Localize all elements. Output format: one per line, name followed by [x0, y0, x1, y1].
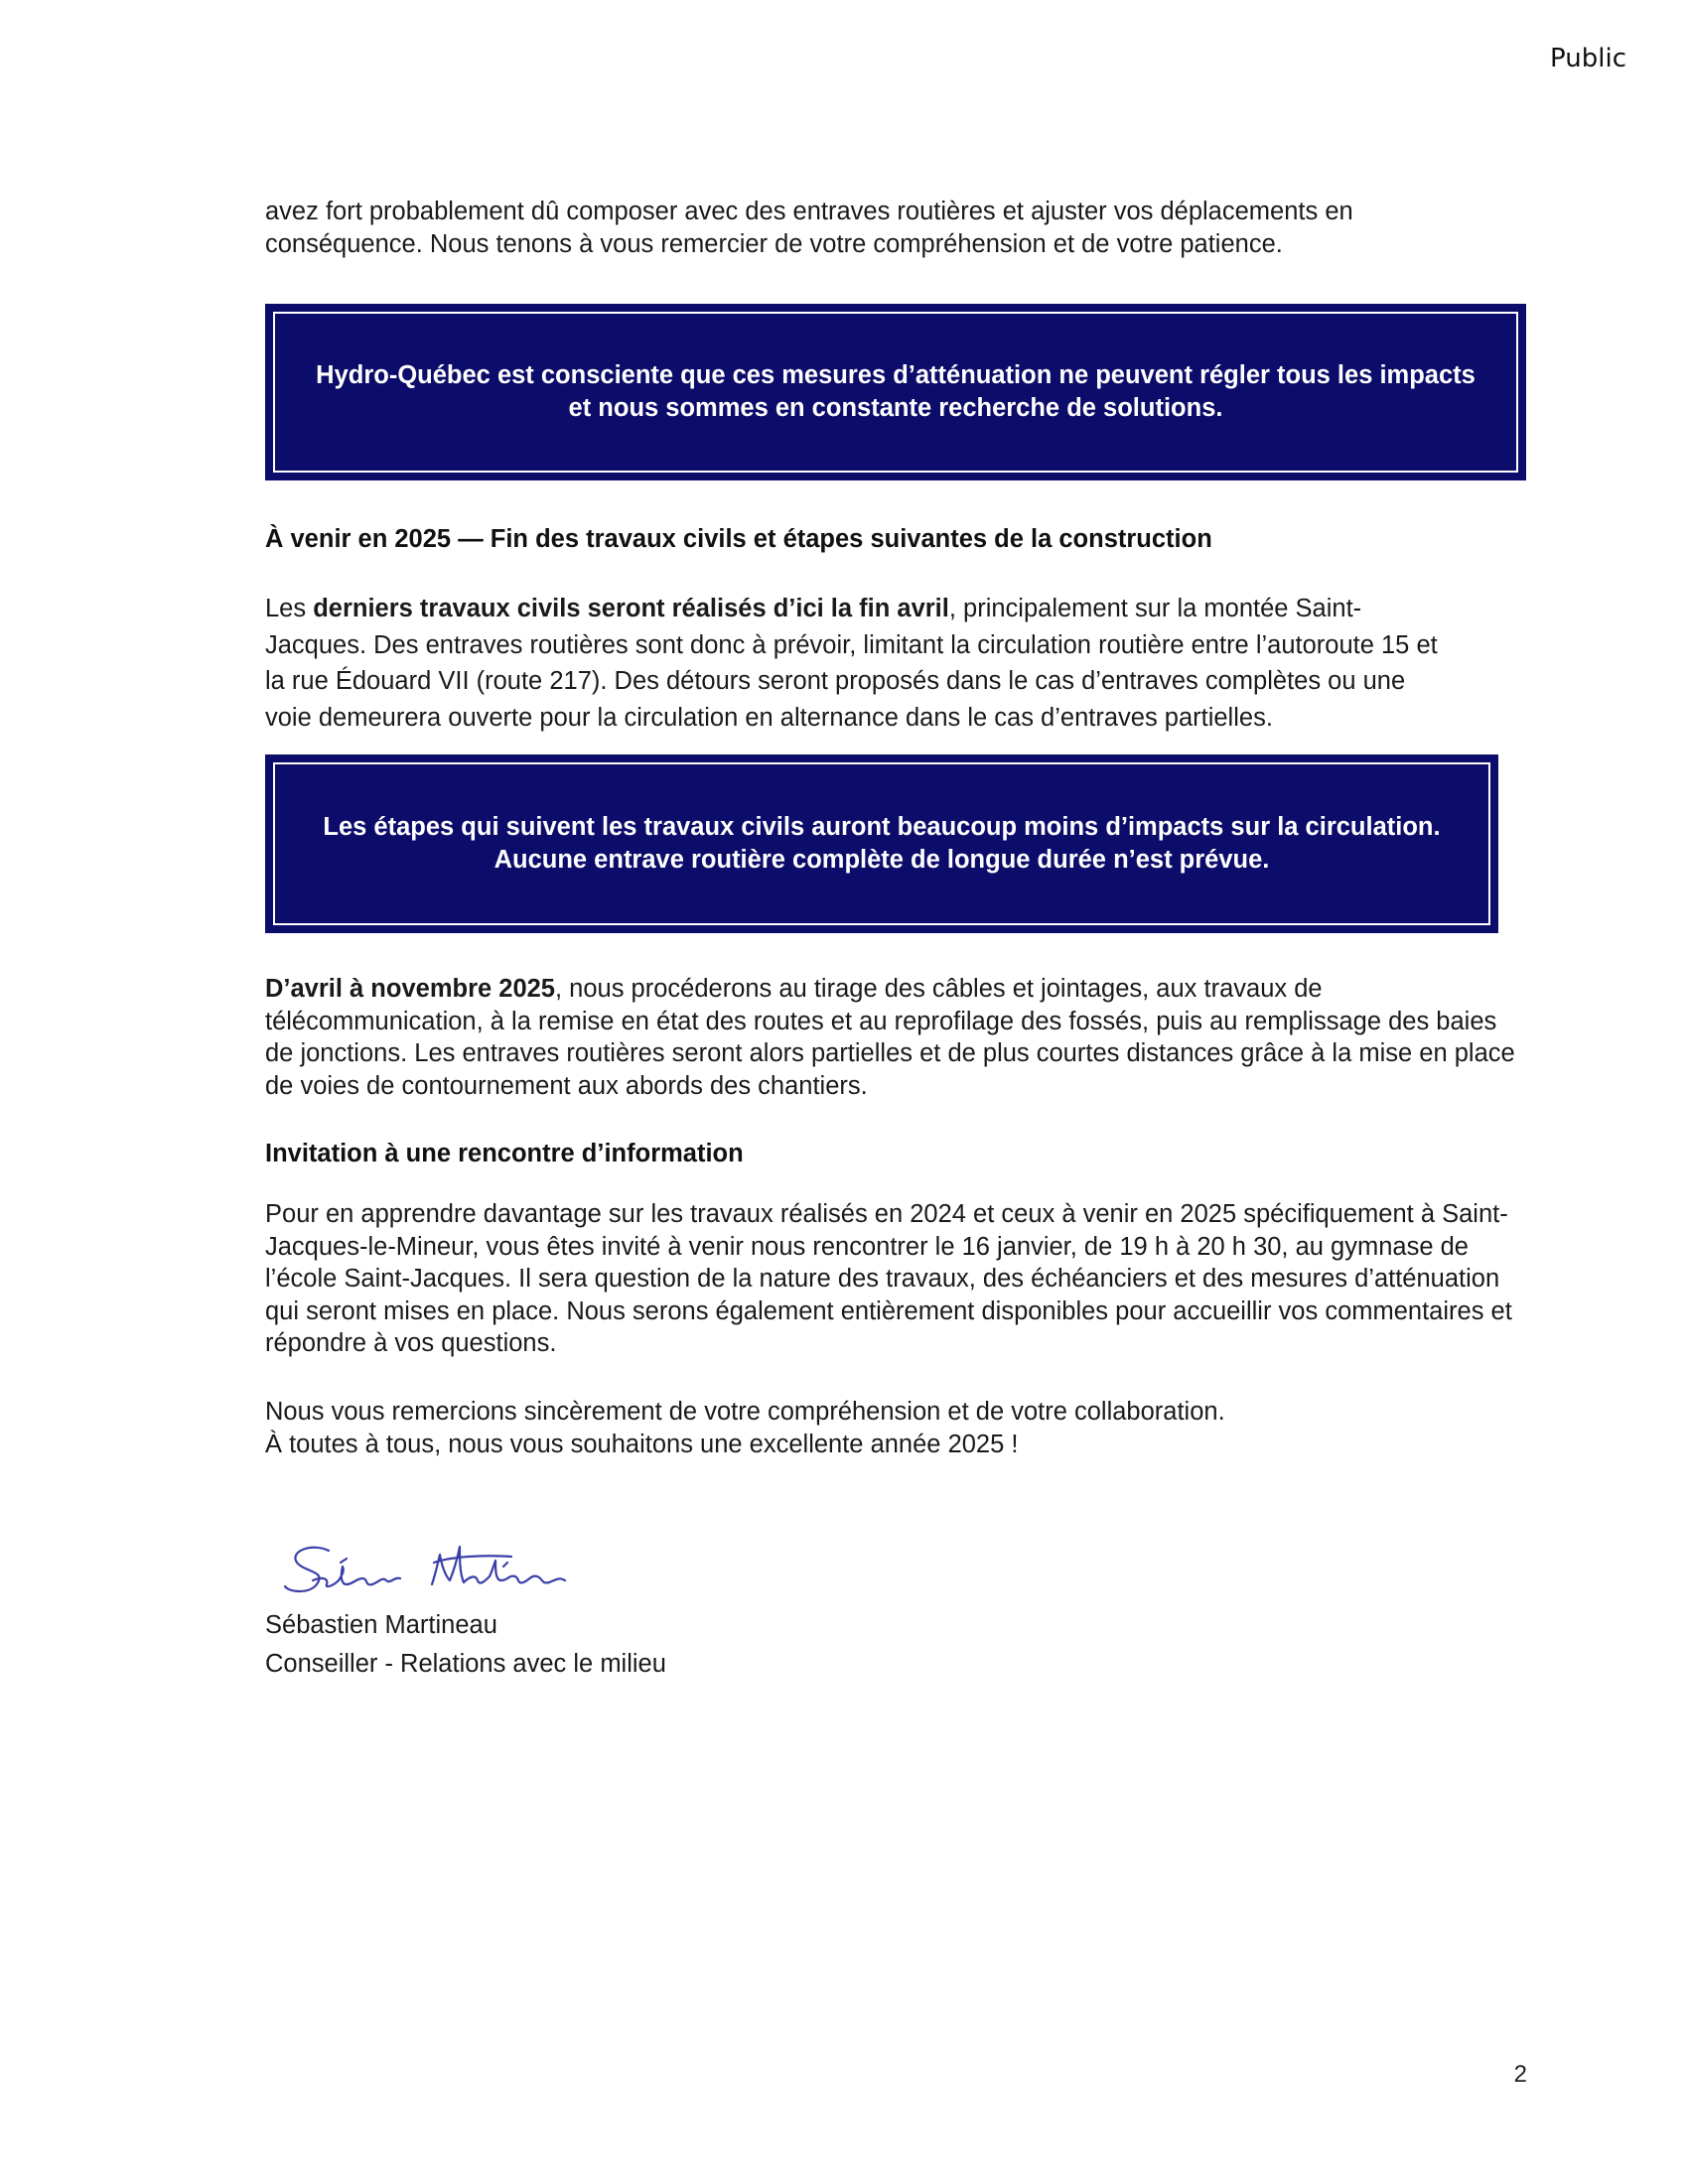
signature-image	[283, 1537, 581, 1606]
schedule-period: D’avril à novembre 2025	[265, 975, 555, 1003]
callout-box-mitigation	[265, 304, 1526, 480]
section-heading-invitation: Invitation à une rencontre d’information	[265, 1140, 744, 1167]
civil-works-intro: Les	[265, 595, 314, 622]
closing-wishes: À toutes à tous, nous vous souhaitons une excellente année 2025 !	[265, 1430, 1019, 1458]
invitation-paragraph: Pour en apprendre davantage sur les travaux réalisés en 2024 et ceux à venir en 2025 spécifiquement à Saint-Jacques-le-Mineur, vous êtes invité à venir nous rencontrer le 16 janvier, de 19 h à 20 h 30, au gymnase de l’école Saint-Jacques. Il sera question de la nature des travaux, des échéanciers et des mesures d’atténuation qui seront mises en place. Nous serons également entièrement disponibles pour accueillir vos commentaires et répondre à vos questions.	[265, 1200, 1512, 1357]
page-number: 2	[1513, 2061, 1527, 2088]
callout-frame	[273, 762, 1490, 925]
civil-works-highlight: derniers travaux civils seront réalisés d’ici la fin avril	[313, 595, 949, 622]
intro-paragraph: avez fort probablement dû composer avec des entraves routières et ajuster vos déplacements en conséquence. Nous tenons à vous remercier de votre compréhension et de votre patience.	[265, 198, 1353, 258]
schedule-details: , nous procéderons au tirage des câbles et jointages, aux travaux de télécommunication, à la remise en état des routes et au reprofilage des fossés, puis au remplissage des baies de jonctions. Les entraves routières seront alors partielles et de plus courtes distances grâce à la mise en place de voies de contournement aux abords des chantiers.	[265, 975, 1515, 1100]
civil-works-paragraph	[265, 591, 1457, 736]
closing-block	[265, 1396, 1526, 1460]
schedule-paragraph	[265, 973, 1526, 1102]
callout-box-next-steps	[265, 754, 1498, 933]
callout-text-next-steps: Les étapes qui suivent les travaux civils auront beaucoup moins d’impacts sur la circulation. Aucune entrave routière complète de longue durée n’est prévue.	[323, 813, 1441, 874]
closing-thanks: Nous vous remercions sincèrement de votre compréhension et de votre collaboration.	[265, 1398, 1225, 1426]
signatory-title: Conseiller - Relations avec le milieu	[265, 1650, 666, 1678]
section-heading-2025: À venir en 2025 — Fin des travaux civils et étapes suivantes de la construction	[265, 525, 1212, 553]
civil-works-details: , principalement sur la montée Saint-Jacques. Des entraves routières sont donc à prévoir, limitant la circulation routière entre l’autoroute 15 et la rue Édouard VII (route 217). Des détours seront proposés dans le cas d’entraves complètes ou une voie demeurera ouverte pour la circulation en alternance dans le cas d’entraves partielles.	[265, 595, 1438, 732]
callout-frame	[273, 312, 1518, 473]
signatory-name: Sébastien Martineau	[265, 1611, 497, 1639]
classification-label: Public	[1550, 44, 1626, 73]
callout-text-mitigation: Hydro-Québec est consciente que ces mesures d’atténuation ne peuvent régler tous les impacts et nous sommes en constante recherche de solutions.	[316, 361, 1476, 422]
